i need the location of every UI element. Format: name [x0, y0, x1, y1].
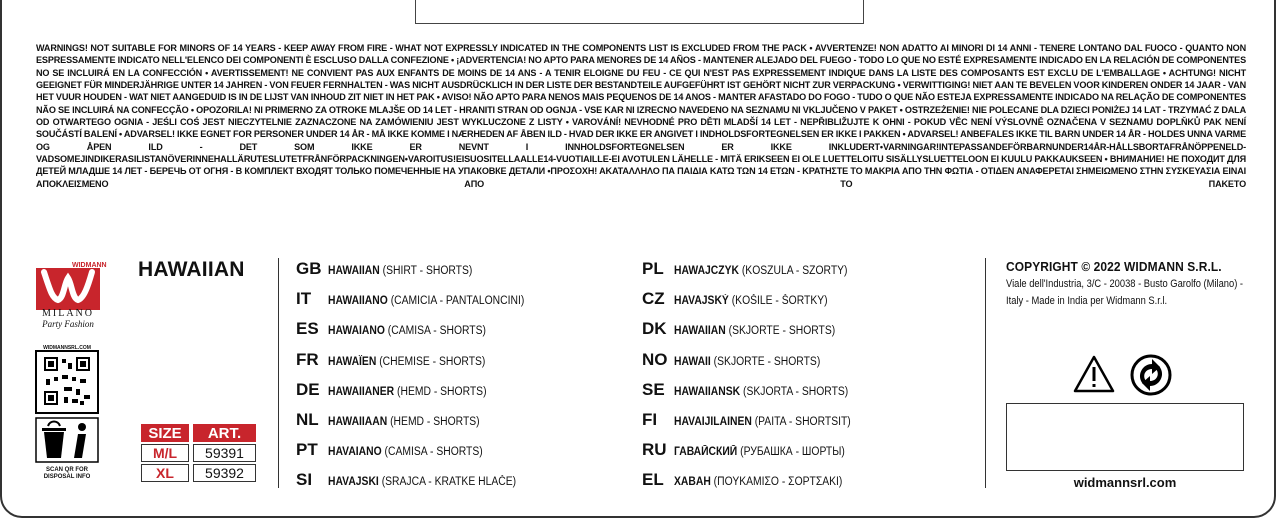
warning-triangle-icon [1072, 354, 1116, 394]
list-item: SE HAWAIIANSK (SKJORTA - SHORTS) [642, 379, 849, 399]
logo-caption [36, 308, 100, 329]
product-name: HAWAIIAN [138, 258, 245, 281]
green-dot-icon [1130, 354, 1172, 396]
compliance-symbols [1072, 354, 1172, 396]
art-header: ART. [193, 424, 256, 442]
size-table [137, 422, 260, 484]
qr-code [36, 345, 98, 413]
art-value: 59392 [193, 464, 256, 482]
logo-city: MILANO [42, 308, 94, 319]
table-row [141, 444, 256, 462]
copyright-block [1006, 259, 1246, 310]
list-item: DE HAWAIIANER (HEMD - SHORTS) [296, 379, 487, 399]
art-value: 59391 [193, 444, 256, 462]
list-item: FI HAVAIJILAINEN (PAITA - SHORTSIT) [642, 409, 851, 429]
list-item: ES HAWAIANO (CAMISA - SHORTS) [296, 319, 486, 339]
disposal-label: SCAN QR FOR DISPOSAL INFO [43, 467, 91, 480]
list-item: DK HAWAIIAN (SKJORTE - SHORTS) [642, 319, 836, 339]
disposal-icon [36, 418, 98, 462]
qr-label: WIDMANNSRL.COM [43, 345, 91, 351]
size-value: XL [141, 464, 189, 482]
copyright-title: COPYRIGHT © 2022 WIDMANN S.R.L. [1006, 259, 1222, 274]
divider-left [278, 258, 279, 488]
logo-tagline: Party Fashion [42, 319, 94, 329]
divider-right [985, 258, 986, 488]
list-item: GB HAWAIIAN (SHIRT - SHORTS) [296, 259, 473, 278]
list-item: SI HAVAJSKI (SRAJCA - KRATKE HLAČE) [296, 470, 517, 490]
list-item: RU ГАВАЙСКИЙ (РУБАШКА - ШОРТЫ) [642, 440, 845, 460]
list-item: IT HAWAIIANO (CAMICIA - PANTALONCINI) [296, 289, 525, 309]
barcode-area [1006, 403, 1244, 471]
list-item: EL ΧΑΒΑΗ (ΠΟΥΚΑΜΙΣΟ - ΣΟΡΤΣΑΚΙ) [642, 470, 843, 490]
translations-left [296, 259, 546, 501]
warnings-text: WARNINGS! NOT SUITABLE FOR MINORS OF 14 YEARS - KEEP AWAY FROM FIRE - WHAT NOT EXPRESSLY INDICATED IN THE COMPONENTS LIST IS EXCLUDED FROM THE PACK • AVVERTENZE! NON ADATTO AI MINORI DI 14 ANNI - TENERE LONTANO DAL FUOCO - QUANTO NON ESPRESSAMENTE INDICATO NELL'ELENCO DEI COMPONENTI È ESCLUSO DALLA CONFEZIONE • ¡ADVERTENCIA! NO APTO PARA MENORES DE 14 AÑOS - MANTENER ALEJADO DEL FUEGO - TODO LO QUE NO ESTÉ EXPRESAMENTE INDICADO EN LA RELACIÓN DE COMPONENTES NO SE INCLUIRÁ EN LA CONFECCIÓN • AVERTISSEMENT! NE CONVIENT PAS AUX ENFANTS DE MOINS DE 14 ANS - A TENIR ELOIGNE DU FEU - CE QUI N'EST PAS EXPRESSEMENT INDIQUE DANS LA LISTE DES COMPOSANTS EST EXCLU DE L'EMBALLAGE • ACHTUNG! NICHT GEEIGNET FÜR MINDERJÄHRIGE UNTER 14 JAHREN - VON FEUER FERNHALTEN - WAS NICHT AUSDRÜCKLICH IN DER LISTE DER BESTANDTEILE AUFGEFÜHRT IST GEHÖRT NICHT ZUR VERPACKUNG • VERWITTIGING! NIET AAN TE BEVELEN VOOR KINDEREN ONDER 14 JAAR - VAN HET VUUR HOUDEN - WAT NIET AANGEDUID IS IN DE LIJST VAN INHOUD ZIT NIET IN HET PAK • AVISO! NÃO APTO PARA NENOS MAIS PEQUENOS DE 14 ANOS - MANTER AFASTADO DO FOGO - TUDO O QUE NÃO ESTEJA EXPRESSAMENTE INDICADO NA RELAÇÃO DE COMPONENTES NÃO SE INCLUIRÁ NA CONFECÇÃO • OPOZORILA! NI PRIMERNO ZA OTROKE MLAJŠE OD 14 LET - HRANITI STRAN OD OGNJA - VSE KAR NI IZRECNO NAVEDENO NA SEZNAMU NI VKLJUČENO V PAKET • OSTRZEŻENIE! NIE POLECANE DLA DZIECI PONIŻEJ 14 LAT - TRZYMAĆ Z DALA OD OTWARTEGO OGNIA - JEŚLI COŚ JEST NIECZYTELNIE ZAZNACZONE NA ZAMÓWIENIU JEST WYKLUCZONE Z LISTY • VAROVÁNÍ! NEVHODNÉ PRO DĚTI MLADŠÍ 14 LET - NEPŘIBLIŽUJTE K OHNI - POKUD VĚC NENÍ VÝSLOVNĚ OZNAČENA V SEZNAMU DOPLŇKŮ PAK NENÍ SOUČÁSTÍ BALENÍ • ADVARSEL! IKKE EGNET FOR PERSONER UNDER 14 ÅR - MÅ IKKE KOMME I NÆRHEDEN AF ÅBEN ILD - HVAD DER IKKE ER ANGIVET I INDHOLDSFORTEGNELSEN ER IKKE I PAKKEN • ADVARSEL! ANBEFALES IKKE TIL BARN UNDER 14 ÅR - HOLDES UNNA VARME OG ÅPEN ILD - DET SOM IKKE ER NEVNT I INNHOLDSFORTEGNELSEN ER IKKE INKLUDERT•VARNINGAR!INTEPASSANDEFÖRBARNUNDER14ÅR-HÅLLSBORTAFRÅNÖPPENELD-VADSOMEJINDIKERASILISTANÖVERINNEHALLÄRUTESLUTETFRÅNFÖRPACKNINGEN•VAROITUS!EISUOSITELLAALLE14-VUOTIAILLE-EI AVOTULEN LÄHELLE - MITÄ ERIKSEEN EI OLE LUETTELOITU SISÄLLYSLUETTELOON EI KUULU PAKKAUKSEEN • ВНИМАНИЕ! НЕ ПОХОДИТ ДЛЯ ДЕТЕЙ МЛАДШЕ 14 ЛЕТ - БЕРЕЧЬ ОТ ОГНЯ - В КОМПЛЕКТ ВХОДЯТ ТОЛЬКО ПОМЕЧЕННЫЕ НА УПАКОВКЕ ДЕТАЛИ •ΠΡΟΣΟΧΗ! ΑΚΑΤΑΛΛΗΛΟ ΠΑ ΠΑΙΔΙΑ ΚΑΤΩ ΤΩΝ 14 ΕΤΩΝ - ΚΡΑΤΗΣΤΕ ΤΟ ΜΑΚΡΙΑ ΑΠΟ ΤΗΝ ΦΩΤΙΑ - ΟΤΙΔΕΝ ΑΝΑΦΕΡΕΤΑΙ ΣΗΜΕΙΩΜΕΝΟ ΣΤΗΝ ΣΥΣΚΕΥΑΣΙΑ ΕΙΝΑΙ ΑΠΟΚΛΕΙΣΜΕΝΟ ΑΠΟ ΤΟ ΠΑΚΕΤΟ [36, 43, 1246, 189]
list-item: NL HAWAIIAAN (HEMD - SHORTS) [296, 409, 480, 429]
company-address: Viale dell'Industria, 3/C - 20038 - Busto Garolfo (Milano) - Italy - Made in India per Widmann S.r.l. [1006, 278, 1244, 307]
list-item: FR HAWAÏEN (CHEMISE - SHORTS) [296, 349, 486, 369]
list-item: PL HAWAJCZYK (KOSZULA - SZORTY) [642, 259, 848, 278]
translations-right [642, 259, 870, 501]
widmann-logo-icon [36, 260, 107, 310]
list-item: PT HAVAIANO (CAMISA - SHORTS) [296, 440, 483, 460]
top-window-box [415, 0, 864, 24]
website-url: widmannsrl.com [1073, 475, 1177, 490]
list-item: CZ HAVAJSKÝ (KOŠILE - ŠORTKY) [642, 289, 828, 309]
size-value: M/L [141, 444, 189, 462]
list-item: NO HAWAII (SKJORTE - SHORTS) [642, 349, 821, 369]
logo-wordmark: WIDMANN [72, 262, 107, 269]
table-row [141, 464, 256, 482]
qr-code-icon [36, 351, 98, 413]
size-header: SIZE [141, 424, 189, 442]
disposal-info [36, 418, 98, 481]
